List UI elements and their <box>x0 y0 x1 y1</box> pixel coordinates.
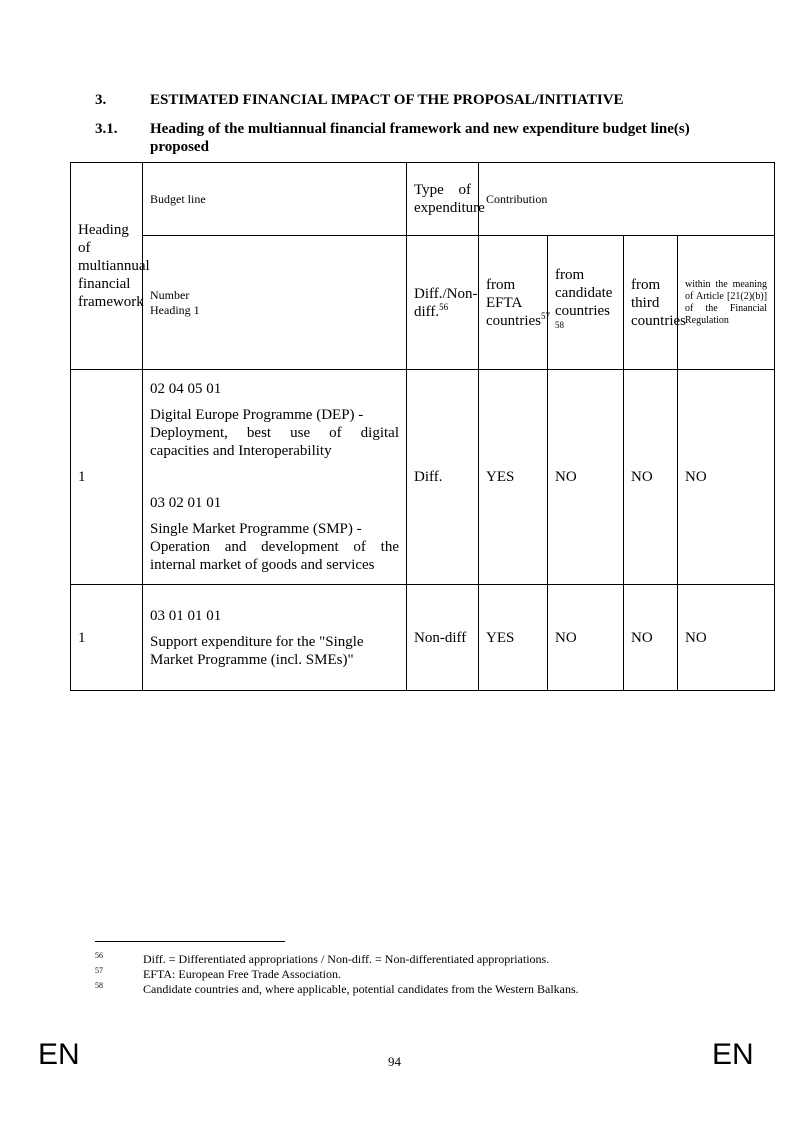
efta-label: from EFTA countries <box>486 276 541 329</box>
footnote-text: EFTA: European Free Trade Association. <box>143 967 342 981</box>
section-title: ESTIMATED FINANCIAL IMPACT OF THE PROPOSAL/INITIATIVE <box>150 92 624 108</box>
within-meaning-cell: NO <box>678 585 775 691</box>
budget-line-cell <box>143 370 407 585</box>
budget-line-description: Operation and development of the internal market of goods and services <box>150 539 399 573</box>
diff-nondiff-label: Diff./Non-diff. <box>414 285 478 320</box>
col-type-expenditure: Type of expenditure <box>407 163 479 236</box>
number-label: Number <box>150 287 190 302</box>
efta-cell: YES <box>479 585 548 691</box>
heading1-label: Heading 1 <box>150 302 200 317</box>
col-heading-mff: Heading of multiannual financial framework <box>71 163 143 370</box>
row-heading-cell: 1 <box>71 370 143 585</box>
type-cell: Diff. <box>407 370 479 585</box>
efta-cell: YES <box>479 370 548 585</box>
section-number: 3. <box>95 92 107 108</box>
subsection-number: 3.1. <box>95 121 118 137</box>
third-countries-header: from third countries <box>624 236 678 370</box>
budget-line-description: Deployment, best use of digital capacities and Interoperability <box>150 425 399 459</box>
footnote-text: Diff. = Differentiated appropriations / Non-diff. = Non-differentiated appropriations. <box>143 952 550 966</box>
budget-lines-table <box>70 162 775 691</box>
col-budget-line: Budget line <box>143 163 407 236</box>
footnote-text: Candidate countries and, where applicable, potential candidates from the Western Balkans. <box>143 982 579 996</box>
candidate-header <box>548 236 624 370</box>
within-meaning-cell: NO <box>678 370 775 585</box>
candidate-cell: NO <box>548 585 624 691</box>
footnote-ref-57: 57 <box>540 310 550 321</box>
row-heading-cell: 1 <box>71 585 143 691</box>
footnote-separator <box>95 941 285 942</box>
budget-line-code: 03 01 01 01 <box>150 607 222 624</box>
third-countries-cell: NO <box>624 585 678 691</box>
diff-nondiff-header <box>407 236 479 370</box>
language-marker-right: EN <box>712 1038 754 1071</box>
footnote-ref-56: 56 <box>439 301 449 312</box>
footnote-mark: 57 <box>95 966 103 975</box>
candidate-label: from candidate countries <box>555 267 613 319</box>
budget-line-title: Digital Europe Programme (DEP) - <box>150 407 364 423</box>
type-cell: Non-diff <box>407 585 479 691</box>
budget-line-code: 03 02 01 01 <box>150 495 222 511</box>
within-meaning-header: within the meaning of Article [21(2)(b)] of the Financial Regulation <box>678 236 775 370</box>
candidate-cell: NO <box>548 370 624 585</box>
number-heading-cell <box>143 236 407 370</box>
page-number: 94 <box>388 1054 401 1069</box>
budget-line-code: 02 04 05 01 <box>150 381 222 397</box>
footnote-ref-58: 58 <box>555 320 564 330</box>
footnote-mark: 56 <box>95 951 103 960</box>
subsection-title: Heading of the multiannual financial framework and new expenditure budget line(s) proposed <box>150 121 690 155</box>
language-marker-left: EN <box>38 1038 80 1071</box>
budget-line-cell <box>143 585 407 691</box>
col-contribution: Contribution <box>479 163 775 236</box>
efta-header <box>479 236 548 370</box>
table-row <box>71 585 775 691</box>
budget-line-title: Support expenditure for the "Single Market Programme (incl. SMEs)" <box>150 633 364 668</box>
footnote-mark: 58 <box>95 981 103 990</box>
third-countries-cell: NO <box>624 370 678 585</box>
table-row <box>71 370 775 585</box>
budget-line-title: Single Market Programme (SMP) - <box>150 521 362 537</box>
